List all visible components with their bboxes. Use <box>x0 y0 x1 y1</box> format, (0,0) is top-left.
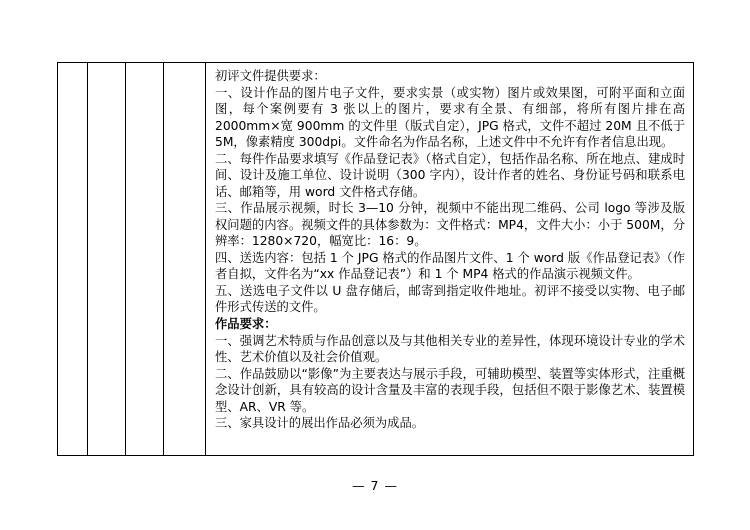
requirement-paragraph-5: 五、送选电子文件以 U 盘存储后，邮寄到指定收件地址。初评不接受以实物、电子邮件形式传送的文件。 <box>215 283 685 315</box>
table-column-1 <box>58 63 88 455</box>
section-title-work-requirements: 作品要求： <box>215 316 277 331</box>
work-requirement-paragraph-3: 三、家具设计的展出作品必须为成品。 <box>215 416 425 431</box>
requirement-paragraph-3: 三、作品展示视频，时长 3—10 分钟，视频中不能出现二维码、公司 logo 等涉及版权问题的内容。视频文件的具体参数为：文件格式：MP4，文件大小：小于 500M，分辨率：1280×720，幅宽比：16：9。 <box>215 201 685 249</box>
requirement-paragraph-2: 二、每件作品要求填写《作品登记表》（格式自定），包括作品名称、所在地点、建成时间、设计及施工单位、设计说明（300 字内），设计作者的姓名、身份证号码和联系电话、邮箱等，用 word 文件格式存储。 <box>215 151 685 199</box>
table-column-3 <box>126 63 164 455</box>
work-requirement-paragraph-2: 二、作品鼓励以“影像”为主要表达与展示手段，可辅助模型、装置等实体形式，注重概念设计创新，具有较高的设计含量及丰富的表现手段，包括但不限于影像艺术、装置模型、AR、VR 等。 <box>215 366 685 414</box>
requirement-paragraph-1: 一、设计作品的图片电子文件，要求实景（或实物）图片或效果图，可附平面和立面图，每个案例要有 3 张以上的图片，要求有全景、有细部，将所有图片排在高 2000mm×宽 900mm 的文件里（版式自定），JPG 格式，文件不超过 20M 且不低于 5M，像素精度 300dpi。文件命名为作品名称，上述文件中不允许有作者信息出现。 <box>215 85 685 150</box>
table-column-2 <box>88 63 126 455</box>
section-title-initial-review: 初评文件提供要求： <box>215 69 326 83</box>
requirement-paragraph-4: 四、送选内容：包括 1 个 JPG 格式的作品图片文件、1 个 word 版《作品登记表》（作者自拟，文件名为“xx 作品登记表”）和 1 个 MP4 格式的作品演示视频文件。 <box>215 250 685 282</box>
content-table <box>57 62 694 456</box>
page-number: — 7 — <box>352 478 398 493</box>
table-content-cell <box>206 63 693 455</box>
work-requirement-paragraph-1: 一、强调艺术特质与作品创意以及与其他相关专业的差异性，体现环境设计专业的学术性、艺术价值以及社会价值观。 <box>215 333 685 365</box>
table-column-4 <box>164 63 206 455</box>
